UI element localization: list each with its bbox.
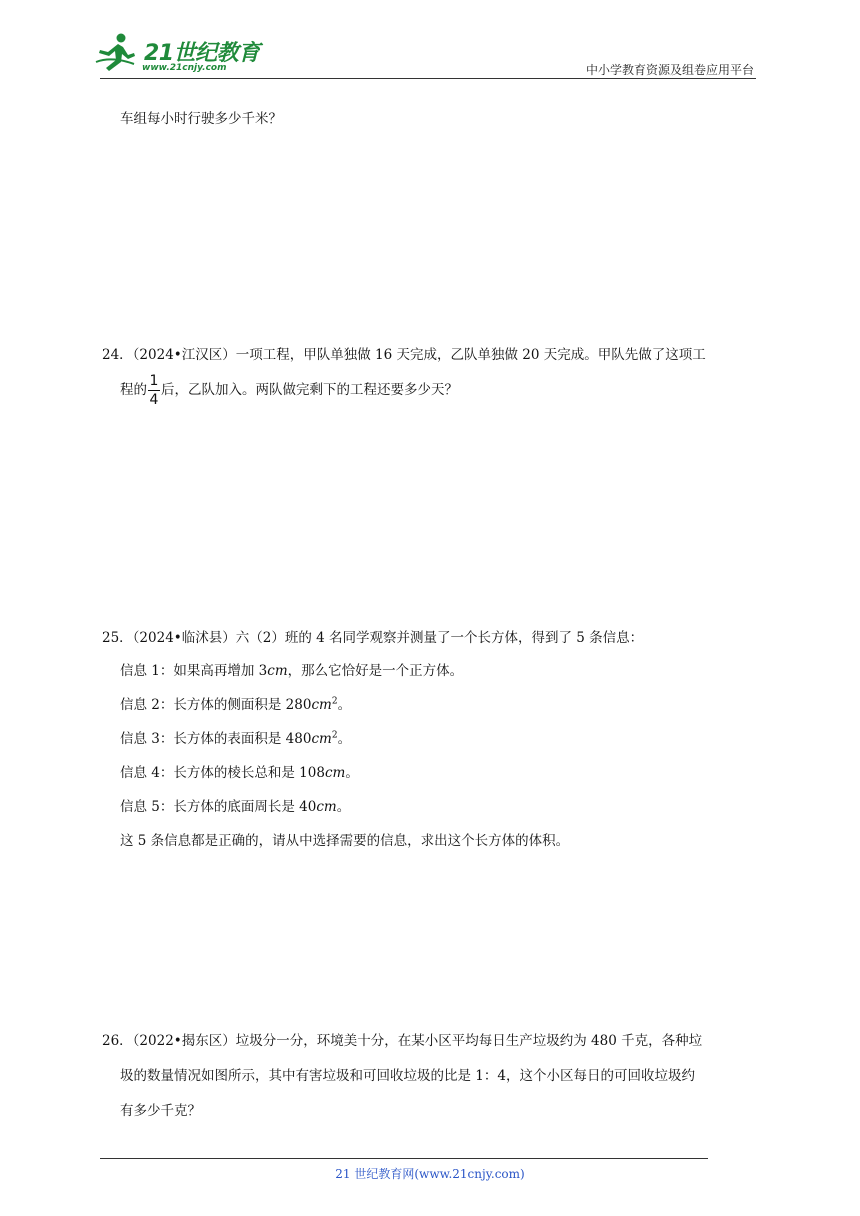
footer-divider	[100, 1158, 708, 1159]
info-2-exponent: 2	[331, 696, 338, 707]
page-header	[0, 0, 860, 82]
site-logo[interactable]	[94, 30, 264, 80]
fraction-one-quarter	[148, 374, 160, 407]
question-24-text-post: 后，乙队加入。两队做完剩下的工程还要多少天？	[161, 382, 458, 398]
info-4-text: 信息 4：长方体的棱长总和是 108	[120, 765, 325, 781]
info-4-tail: 。	[345, 765, 359, 781]
logo-url-text: www.21cnjy.com	[142, 63, 227, 73]
question-24-line-2	[120, 374, 458, 407]
question-24-text-pre: 程的	[120, 382, 147, 398]
question-25-conclusion: 这 5 条信息都是正确的，请从中选择需要的信息，求出这个长方体的体积。	[120, 833, 570, 849]
info-3	[120, 727, 351, 747]
info-5	[120, 795, 350, 815]
runner-logo-icon	[94, 32, 142, 74]
info-3-text: 信息 3：长方体的表面积是 480	[120, 731, 312, 747]
footer-link[interactable]: 21 世纪教育网(www.21cnjy.com)	[335, 1167, 525, 1181]
platform-name: 中小学教育资源及组卷应用平台	[585, 63, 754, 77]
question-26-line-1: 26．（2022•揭东区）垃圾分一分，环境美十分，在某小区平均每日生产垃圾约为 480 千克，各种垃	[102, 1033, 703, 1049]
info-4	[120, 761, 359, 781]
fraction-numerator: 1	[149, 373, 159, 389]
question-26-line-3: 有多少千克？	[120, 1103, 201, 1119]
header-divider	[100, 78, 756, 79]
fraction-bar	[148, 390, 160, 391]
info-2-text: 信息 2：长方体的侧面积是 280	[120, 697, 312, 713]
logo-brand-text: 21世纪教育	[144, 41, 260, 66]
info-2-unit: cm	[311, 697, 332, 713]
question-25-line-1: 25．（2024•临沭县）六（2）班的 4 名同学观察并测量了一个长方体，得到了 5 条信息：	[102, 630, 644, 646]
info-3-tail: 。	[337, 731, 352, 747]
info-5-unit: cm	[316, 799, 337, 815]
info-5-tail: 。	[336, 799, 351, 815]
continued-question-text: 车组每小时行驶多少千米？	[120, 111, 282, 127]
info-2	[120, 693, 351, 713]
fraction-denominator: 4	[149, 392, 159, 408]
info-3-unit: cm	[311, 731, 332, 747]
info-1-unit: cm	[267, 663, 288, 679]
info-1	[120, 659, 463, 679]
question-24-line-1: 24．（2024•江汉区）一项工程，甲队单独做 16 天完成，乙队单独做 20 天完成。甲队先做了这项工	[102, 347, 706, 363]
info-1-tail: ，那么它恰好是一个正方体。	[287, 663, 464, 679]
question-26-line-2: 圾的数量情况如图所示，其中有害垃圾和可回收垃圾的比是 1：4，这个小区每日的可回收垃圾约	[120, 1068, 695, 1084]
info-2-tail: 。	[337, 697, 352, 713]
info-5-text: 信息 5：长方体的底面周长是 40	[120, 799, 317, 815]
info-4-unit: cm	[324, 765, 346, 781]
info-1-text: 信息 1：如果高再增加 3	[120, 663, 268, 679]
info-3-exponent: 2	[331, 730, 338, 741]
